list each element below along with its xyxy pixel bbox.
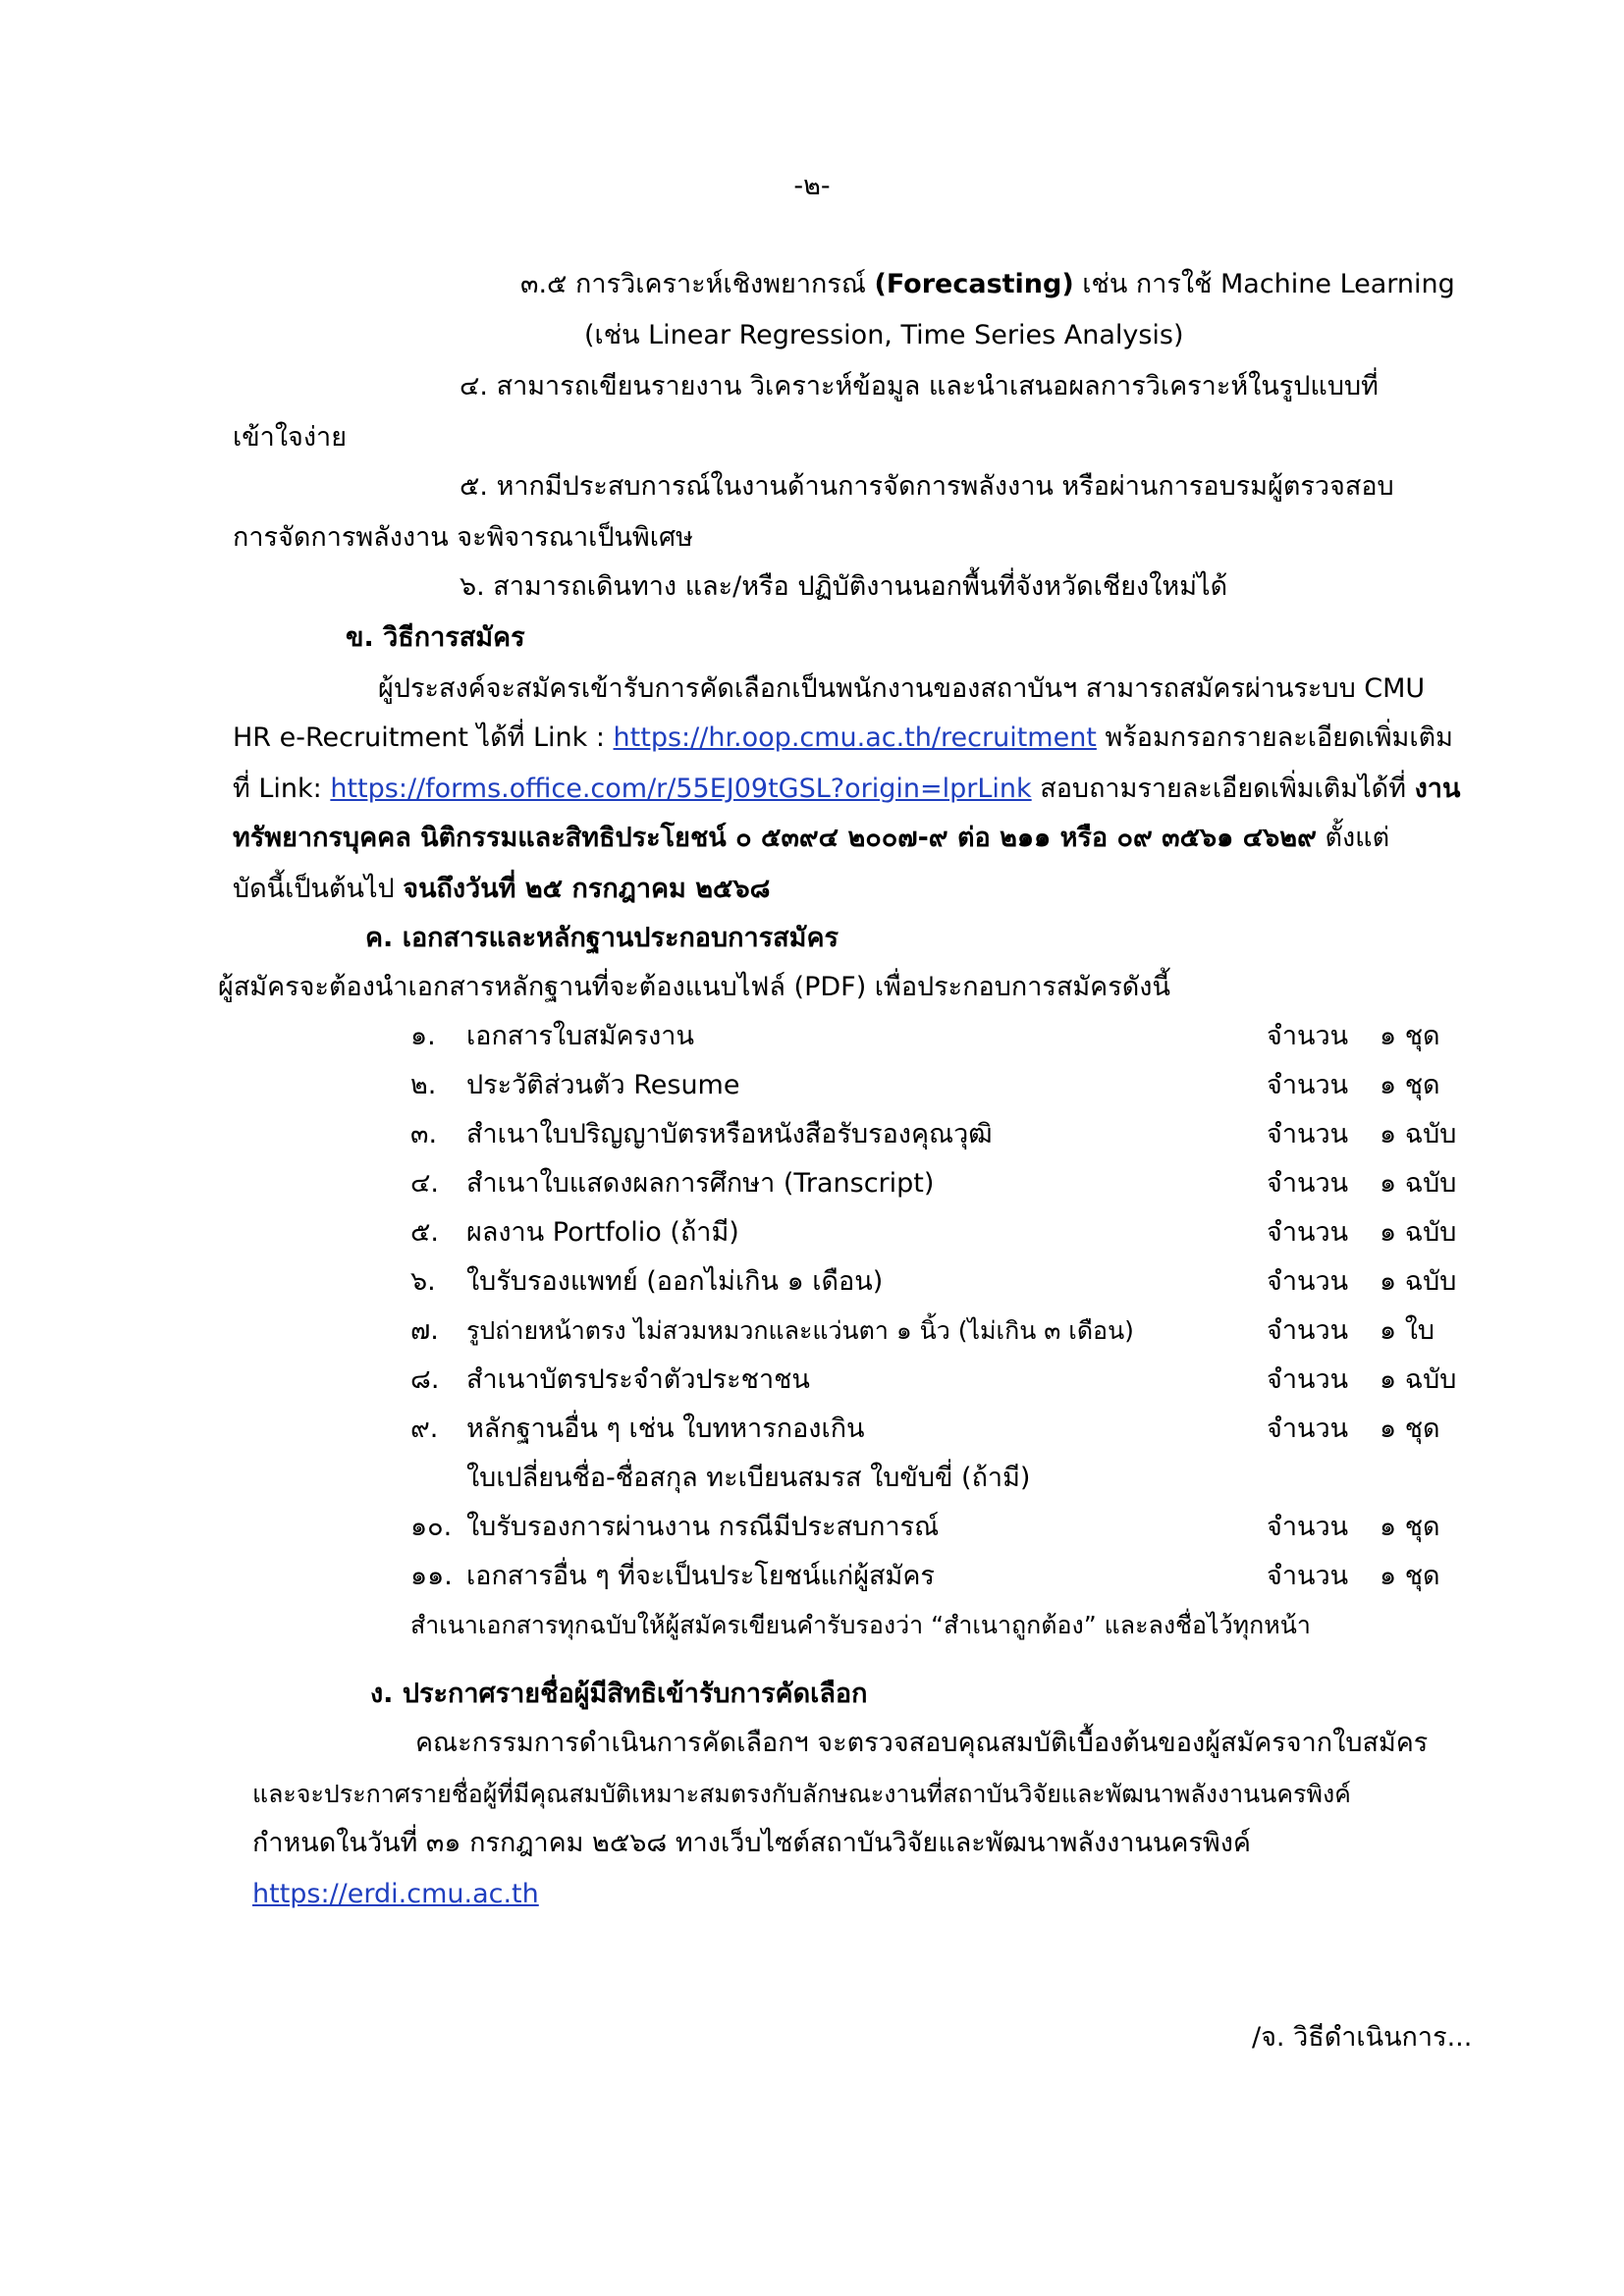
section-d-line-3: กำหนดในวันที่ ๓๑ กรกฎาคม ๒๕๖๘ ทางเว็บไซต์สถาบันวิจัยและพัฒนาพลังงานนครพิงค์ (252, 1828, 1251, 1858)
doc-qty: ๑ ใบ (1380, 1315, 1435, 1346)
doc-no: ๘. (410, 1364, 440, 1395)
doc-qty-label: จำนวน (1267, 1364, 1349, 1395)
qualification-3-5-post: เช่น การใช้ Machine Learning (1073, 269, 1455, 299)
section-b-line-3-bold: งาน (1414, 774, 1461, 804)
doc-qty: ๑ ชุด (1380, 1414, 1440, 1444)
section-d-line-2: และจะประกาศรายชื่อผู้ที่มีคุณสมบัติเหมาะสมตรงกับลักษณะงานที่สถาบันวิจัยและพัฒนาพลังงานนครพิงค์ (252, 1780, 1351, 1808)
doc-text: สำเนาใบปริญญาบัตรหรือหนังสือรับรองคุณวุฒิ (466, 1119, 993, 1149)
doc-text: สำเนาใบแสดงผลการศึกษา (Transcript) (466, 1168, 935, 1199)
doc-no: ๑๑. (410, 1561, 453, 1591)
qualification-4: ๔. สามารถเขียนรายงาน วิเคราะห์ข้อมูล และนำเสนอผลการวิเคราะห์ในรูปแบบที่ (460, 371, 1379, 401)
doc-qty-label: จำนวน (1267, 1561, 1349, 1591)
deadline: จนถึงวันที่ ๒๕ กรกฎาคม ๒๕๖๘ (403, 874, 771, 904)
doc-qty-label: จำนวน (1267, 1266, 1349, 1297)
section-b-line-5-pre: บัดนี้เป็นต้นไป (233, 874, 404, 904)
doc-no: ๒. (410, 1070, 437, 1100)
qualification-3-5-pre: ๓.๕ การวิเคราะห์เชิงพยากรณ์ (520, 269, 875, 299)
contact-info: ทรัพยากรบุคคล นิติกรรมและสิทธิประโยชน์ ๐ ๕๓๙๔ ๒๐๐๗-๙ ต่อ ๒๑๑ หรือ ๐๙ ๓๕๖๑ ๔๖๒๙ (233, 823, 1317, 853)
doc-text: เอกสารอื่น ๆ ที่จะเป็นประโยชน์แก่ผู้สมัคร (466, 1561, 935, 1591)
doc-qty: ๑ ชุด (1380, 1021, 1440, 1051)
doc-text: ผลงาน Portfolio (ถ้ามี) (466, 1217, 739, 1248)
section-d-heading: ง. ประกาศรายชื่อผู้มีสิทธิเข้ารับการคัดเลือก (370, 1679, 868, 1709)
doc-qty-label: จำนวน (1267, 1021, 1349, 1051)
section-b-line-1: ผู้ประสงค์จะสมัครเข้ารับการคัดเลือกเป็นพนักงานของสถาบันฯ สามารถสมัครผ่านระบบ CMU (378, 673, 1426, 704)
section-d-line-1: คณะกรรมการดำเนินการคัดเลือกฯ จะตรวจสอบคุณสมบัติเบื้องต้นของผู้สมัครจากใบสมัคร (415, 1728, 1429, 1758)
doc-no: ๑๐. (410, 1512, 453, 1542)
doc-qty: ๑ ชุด (1380, 1070, 1440, 1100)
doc-qty: ๑ ฉบับ (1380, 1119, 1457, 1149)
section-b-line-5 (233, 872, 770, 907)
doc-qty: ๑ ฉบับ (1380, 1364, 1457, 1395)
doc-text: รูปถ่ายหน้าตรง ไม่สวมหมวกและแว่นตา ๑ นิ้ว (ไม่เกิน ๓ เดือน) (466, 1316, 1134, 1345)
section-b-line-3-post: สอบถามรายละเอียดเพิ่มเติมได้ที่ (1031, 774, 1415, 804)
section-b-line-3-pre: ที่ Link: (233, 774, 331, 804)
doc-qty: ๑ ฉบับ (1380, 1266, 1457, 1297)
doc-no: ๓. (410, 1119, 438, 1149)
doc-qty: ๑ ชุด (1380, 1512, 1440, 1542)
qualification-6: ๖. สามารถเดินทาง และ/หรือ ปฏิบัติงานนอกพื้นที่จังหวัดเชียงใหม่ได้ (460, 571, 1228, 602)
doc-no: ๔. (410, 1168, 440, 1199)
qualification-4-cont: เข้าใจง่าย (233, 422, 348, 453)
doc-text: เอกสารใบสมัครงาน (466, 1021, 694, 1051)
section-b-line-4 (233, 821, 1389, 856)
doc-text: ประวัติส่วนตัว Resume (466, 1070, 740, 1100)
section-b-line-2 (233, 721, 1453, 756)
doc-text: หลักฐานอื่น ๆ เช่น ใบทหารกองเกิน (466, 1414, 865, 1444)
section-b-line-2-post: พร้อมกรอกรายละเอียดเพิ่มเติม (1096, 722, 1453, 753)
doc-text: สำเนาบัตรประจำตัวประชาชน (466, 1364, 810, 1395)
section-b-line-3 (233, 772, 1460, 807)
qualification-3-5-bold: (Forecasting) (874, 269, 1074, 299)
section-b-heading: ข. วิธีการสมัคร (346, 622, 525, 653)
qualification-3-5-cont: (เช่น Linear Regression, Time Series Analysis) (584, 320, 1184, 350)
doc-qty-label: จำนวน (1267, 1315, 1349, 1346)
doc-9-cont: ใบเปลี่ยนชื่อ-ชื่อสกุล ทะเบียนสมรส ใบขับขี่ (ถ้ามี) (466, 1463, 1031, 1493)
doc-qty-label: จำนวน (1267, 1070, 1349, 1100)
qualification-5-cont: การจัดการพลังงาน จะพิจารณาเป็นพิเศษ (233, 522, 693, 553)
section-c-intro: ผู้สมัครจะต้องนำเอกสารหลักฐานที่จะต้องแนบไฟล์ (PDF) เพื่อประกอบการสมัครดังนี้ (218, 972, 1170, 1002)
section-d-link-line (252, 1877, 539, 1912)
doc-qty: ๑ ฉบับ (1380, 1217, 1457, 1248)
doc-no: ๑. (410, 1021, 436, 1051)
doc-qty-label: จำนวน (1267, 1512, 1349, 1542)
forms-link[interactable]: https://forms.office.com/r/55EJ09tGSL?origin=lprLink (330, 774, 1032, 804)
doc-text: ใบรับรองการผ่านงาน กรณีมีประสบการณ์ (466, 1512, 940, 1542)
section-b-line-4-post: ตั้งแต่ (1316, 823, 1390, 853)
doc-text: ใบรับรองแพทย์ (ออกไม่เกิน ๑ เดือน) (466, 1266, 884, 1297)
section-c-heading: ค. เอกสารและหลักฐานประกอบการสมัคร (365, 923, 839, 953)
next-page-marker: /จ. วิธีดำเนินการ... (1252, 2022, 1473, 2053)
doc-qty-label: จำนวน (1267, 1168, 1349, 1199)
recruitment-link[interactable]: https://hr.oop.cmu.ac.th/recruitment (613, 722, 1097, 753)
doc-qty-label: จำนวน (1267, 1217, 1349, 1248)
section-c-note: สำเนาเอกสารทุกฉบับให้ผู้สมัครเขียนคำรับรองว่า “สำเนาถูกต้อง” และลงชื่อไว้ทุกหน้า (410, 1611, 1311, 1639)
doc-no: ๖. (410, 1266, 436, 1297)
qualification-5: ๕. หากมีประสบการณ์ในงานด้านการจัดการพลังงาน หรือผ่านการอบรมผู้ตรวจสอบ (460, 471, 1394, 502)
section-b-line-2-pre: HR e-Recruitment ได้ที่ Link : (233, 722, 614, 753)
page-number: -๒- (793, 171, 831, 201)
doc-qty: ๑ ฉบับ (1380, 1168, 1457, 1199)
doc-qty-label: จำนวน (1267, 1119, 1349, 1149)
doc-no: ๙. (410, 1414, 439, 1444)
erdi-website-link[interactable]: https://erdi.cmu.ac.th (252, 1879, 539, 1909)
doc-no: ๕. (410, 1217, 440, 1248)
doc-qty: ๑ ชุด (1380, 1561, 1440, 1591)
qualification-3-5 (520, 267, 1455, 302)
doc-no: ๗. (410, 1315, 439, 1346)
doc-qty-label: จำนวน (1267, 1414, 1349, 1444)
